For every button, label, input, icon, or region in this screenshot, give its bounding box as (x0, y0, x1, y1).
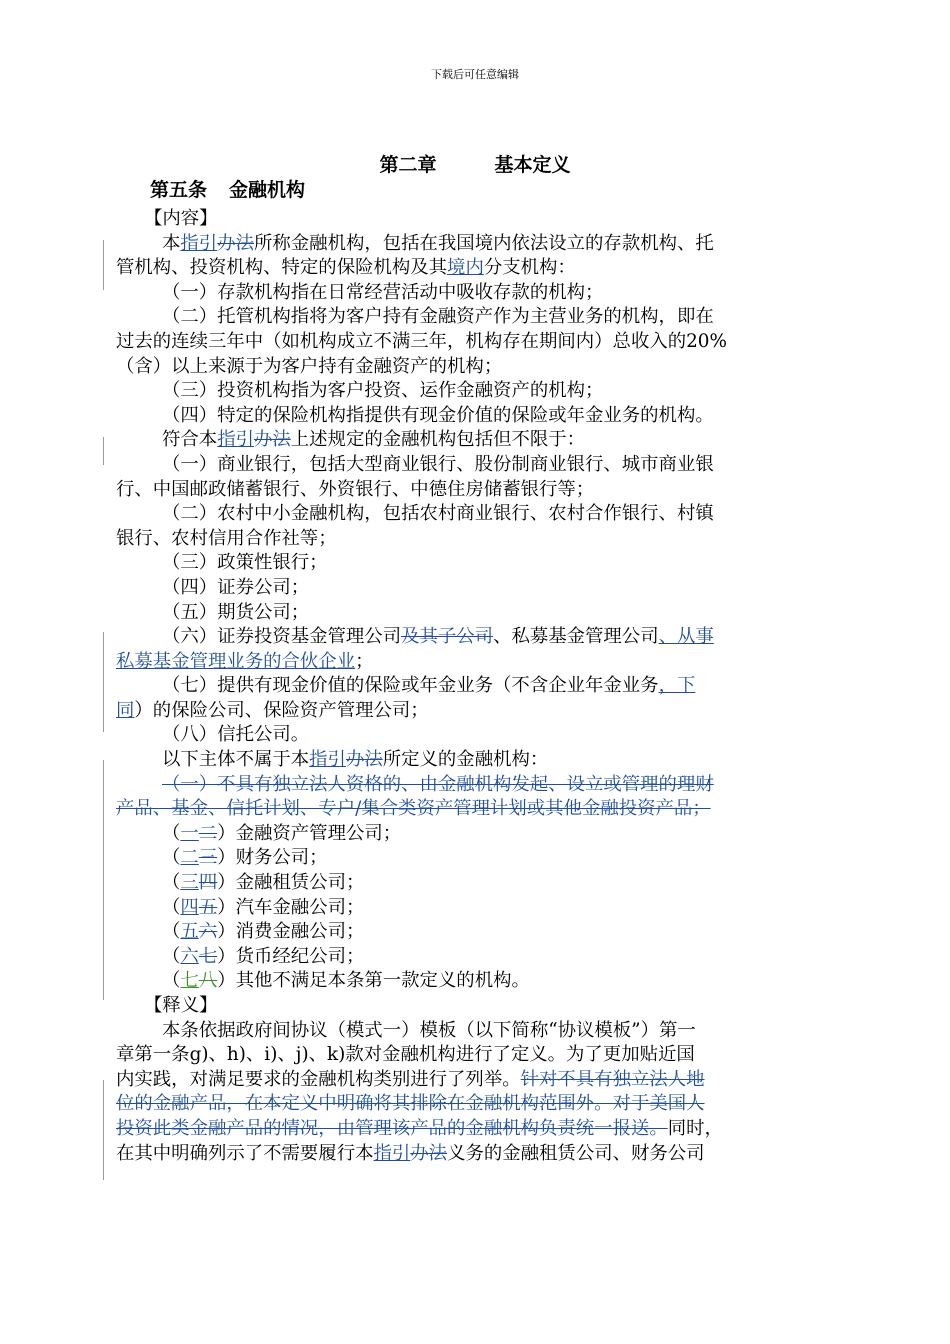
list-item: （五）期货公司； (162, 601, 310, 623)
list-item: （七）提供有现金价值的保险或年金业务（不含企业年金业务，下 (162, 675, 696, 697)
list-item: （三）政策性银行； (162, 552, 328, 574)
article-title (150, 175, 305, 202)
deleted-text: 产品、基金、信托计划、专户/集合类资产管理计划或其他金融投资产品； (116, 798, 711, 820)
list-item: （三四）金融租赁公司； (162, 872, 365, 894)
deleted-text: 八 (198, 970, 218, 992)
revision-bar (103, 437, 104, 465)
paragraph-line: 以下主体不属于本指引办法所定义的金融机构： (162, 749, 549, 771)
list-item: （一）存款机构指在日常经营活动中吸收存款的机构； (162, 281, 604, 303)
list-item: （六七）货币经纪公司； (162, 945, 365, 967)
inserted-text: 同 (116, 699, 135, 721)
section-heading: 【释义】 (144, 995, 218, 1016)
inserted-text: 三 (180, 872, 199, 894)
article-name: 金融机构 (229, 179, 306, 201)
document-body (116, 207, 838, 1166)
inserted-text: 五 (180, 921, 199, 943)
list-item: （二三）财务公司； (162, 847, 328, 869)
revision-bar (103, 760, 104, 1000)
inserted-text: 指引 (217, 429, 254, 451)
deleted-text: 针对不具有独立法人地 (520, 1068, 705, 1090)
inserted-text: 一 (180, 822, 199, 844)
list-item: （六）证券投资基金管理公司及其子公司、私募基金管理公司、从事 (162, 626, 714, 648)
chapter-number: 第二章 (379, 154, 437, 176)
list-item: （八）信托公司。 (162, 724, 310, 746)
deleted-text: 投资此类金融产品的情况，由管理该产品的金融机构负责统一报送。 (116, 1117, 668, 1139)
deleted-text: 四 (198, 872, 218, 894)
list-item: （二）农村中小金融机构，包括农村商业银行、农村合作银行、村镇 (162, 503, 714, 525)
article-number: 第五条 (150, 179, 208, 201)
paragraph-line: 在其中明确列示了不需要履行本指引办法义务的金融租赁公司、财务公司 (116, 1142, 705, 1164)
paragraph-line: 投资此类金融产品的情况，由管理该产品的金融机构负责统一报送。同时， (116, 1117, 723, 1139)
deleted-text: 六 (198, 921, 218, 943)
chapter-name: 基本定义 (494, 154, 571, 176)
paragraph-line: 章第一条g)、h)、i)、j)、k)款对金融机构进行了定义。为了更加贴近国 (116, 1044, 695, 1066)
inserted-text: 四 (180, 896, 199, 918)
inserted-text: 私募基金管理业务的合伙企业 (116, 650, 356, 672)
deleted-text: （一）不具有独立法人资格的、由金融机构发起、设立或管理的理财 (162, 773, 714, 795)
chapter-title (0, 150, 950, 177)
paragraph-line (116, 1092, 838, 1117)
list-item-cont: 同）的保险公司、保险资产管理公司； (116, 699, 429, 721)
list-item: （四五）汽车金融公司； (162, 896, 365, 918)
paragraph-line: 本指引办法所称金融机构，包括在我国境内依法设立的存款机构、托 (162, 232, 714, 254)
inserted-text: ，下 (658, 675, 696, 697)
list-item: （四）证券公司； (162, 576, 310, 598)
inserted-text: 境内 (447, 257, 484, 279)
inserted-text: 指引 (180, 232, 218, 254)
list-item-cont: （含）以上来源于为客户持有金融资产的机构； (116, 355, 503, 377)
paragraph-line: 内实践，对满足要求的金融机构类别进行了列举。针对不具有独立法人地 (116, 1068, 705, 1090)
paragraph-line: 符合本指引办法上述规定的金融机构包括但不限于： (162, 429, 586, 451)
list-item: （二）托管机构指将为客户持有金融资产作为主营业务的机构，即在 (162, 306, 714, 328)
inserted-text: 二 (180, 847, 199, 869)
revision-bar (103, 632, 104, 732)
deleted-text: 三 (198, 847, 218, 869)
paragraph-line: 管机构、投资机构、特定的保险机构及其境内分支机构： (116, 257, 576, 279)
deleted-text: 及其子公司 (401, 626, 494, 648)
list-item: （七八）其他不满足本条第一款定义的机构。 (162, 970, 530, 992)
list-item-cont: 私募基金管理业务的合伙企业； (116, 650, 374, 672)
inserted-text: 指引 (373, 1142, 411, 1164)
list-item: （四）特定的保险机构指提供有现金价值的保险或年金业务的机构。 (162, 404, 714, 426)
list-item-cont: 过去的连续三年中（如机构成立不满三年，机构存在期间内）总收入的20% (116, 330, 727, 352)
inserted-text: 七 (180, 970, 199, 992)
revision-bar (103, 1080, 104, 1180)
inserted-text: 、从事 (658, 626, 714, 648)
deleted-text: 办法 (345, 749, 383, 771)
deleted-text: 位的金融产品，在本定义中明确将其排除在金融机构范围外。对于美国人 (116, 1093, 705, 1115)
revision-bar (103, 240, 104, 290)
list-item: （一二）金融资产管理公司； (162, 822, 402, 844)
deleted-text: 办法 (217, 232, 254, 254)
list-item: （三）投资机构指为客户投资、运作金融资产的机构； (162, 380, 604, 402)
list-item-cont: 行、中国邮政储蓄银行、外资银行、中德住房储蓄银行等； (116, 478, 595, 500)
page-header: 下载后可任意编辑 (431, 68, 519, 81)
list-item: （五六）消费金融公司； (162, 921, 365, 943)
inserted-text: 指引 (309, 749, 346, 771)
paragraph-line: 本条依据政府间协议（模式一）模板（以下简称“协议模板”）第一 (162, 1019, 696, 1041)
inserted-text: 六 (180, 945, 199, 967)
deleted-text: 五 (198, 896, 218, 918)
deleted-text: 二 (198, 822, 218, 844)
deleted-text: 七 (198, 945, 218, 967)
section-heading: 【内容】 (144, 208, 218, 229)
deleted-text: 办法 (410, 1142, 448, 1164)
deleted-text: 办法 (253, 429, 291, 451)
list-item-cont: 银行、农村信用合作社等； (116, 527, 337, 549)
list-item: （一）商业银行，包括大型商业银行、股份制商业银行、城市商业银 (162, 453, 714, 475)
